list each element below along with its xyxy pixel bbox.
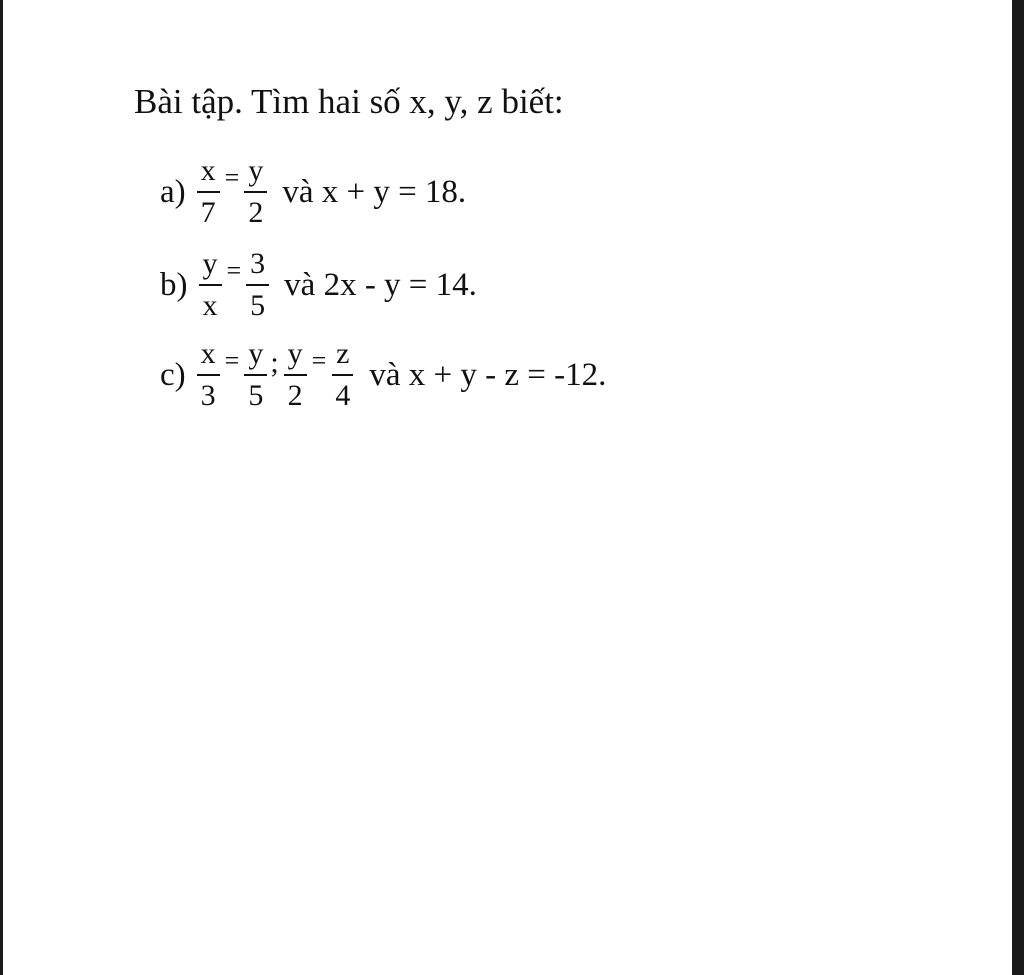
equals-sign: =: [224, 346, 240, 375]
semicolon-separator: ;: [270, 346, 279, 379]
numerator: y: [199, 246, 222, 286]
frame-right-border: [1012, 0, 1024, 975]
problem-label: a): [160, 173, 186, 210]
problem-label: c): [160, 356, 186, 393]
fraction: [197, 153, 220, 231]
problem-a: [160, 147, 466, 237]
problem-label: b): [160, 266, 188, 303]
fraction: [199, 246, 222, 324]
equals-sign: =: [311, 346, 327, 375]
condition-text: và x + y - z = -12.: [369, 356, 607, 393]
denominator: 7: [200, 196, 216, 229]
denominator: 4: [335, 379, 351, 412]
numerator: x: [197, 153, 220, 193]
problem-c: [160, 330, 606, 420]
fraction: [197, 336, 220, 414]
frame-left-border: [0, 0, 3, 975]
denominator: 5: [250, 289, 266, 322]
condition-text: và x + y = 18.: [282, 173, 467, 210]
denominator: x: [202, 289, 218, 322]
condition-text: và 2x - y = 14.: [284, 266, 477, 303]
numerator: 3: [246, 246, 269, 286]
problem-b: [160, 240, 477, 330]
denominator: 3: [200, 379, 216, 412]
numerator: y: [244, 336, 267, 376]
exercise-title: Bài tập. Tìm hai số x, y, z biết:: [134, 82, 564, 121]
equals-sign: =: [224, 163, 240, 192]
fraction: [246, 246, 269, 324]
fraction: [331, 336, 354, 414]
fraction: [244, 153, 267, 231]
numerator: x: [197, 336, 220, 376]
equals-sign: =: [226, 256, 242, 285]
numerator: y: [284, 336, 307, 376]
fraction: [284, 336, 307, 414]
denominator: 5: [248, 379, 264, 412]
denominator: 2: [248, 196, 264, 229]
fraction: [244, 336, 267, 414]
denominator: 2: [287, 379, 303, 412]
numerator: y: [244, 153, 267, 193]
numerator: z: [332, 336, 353, 376]
